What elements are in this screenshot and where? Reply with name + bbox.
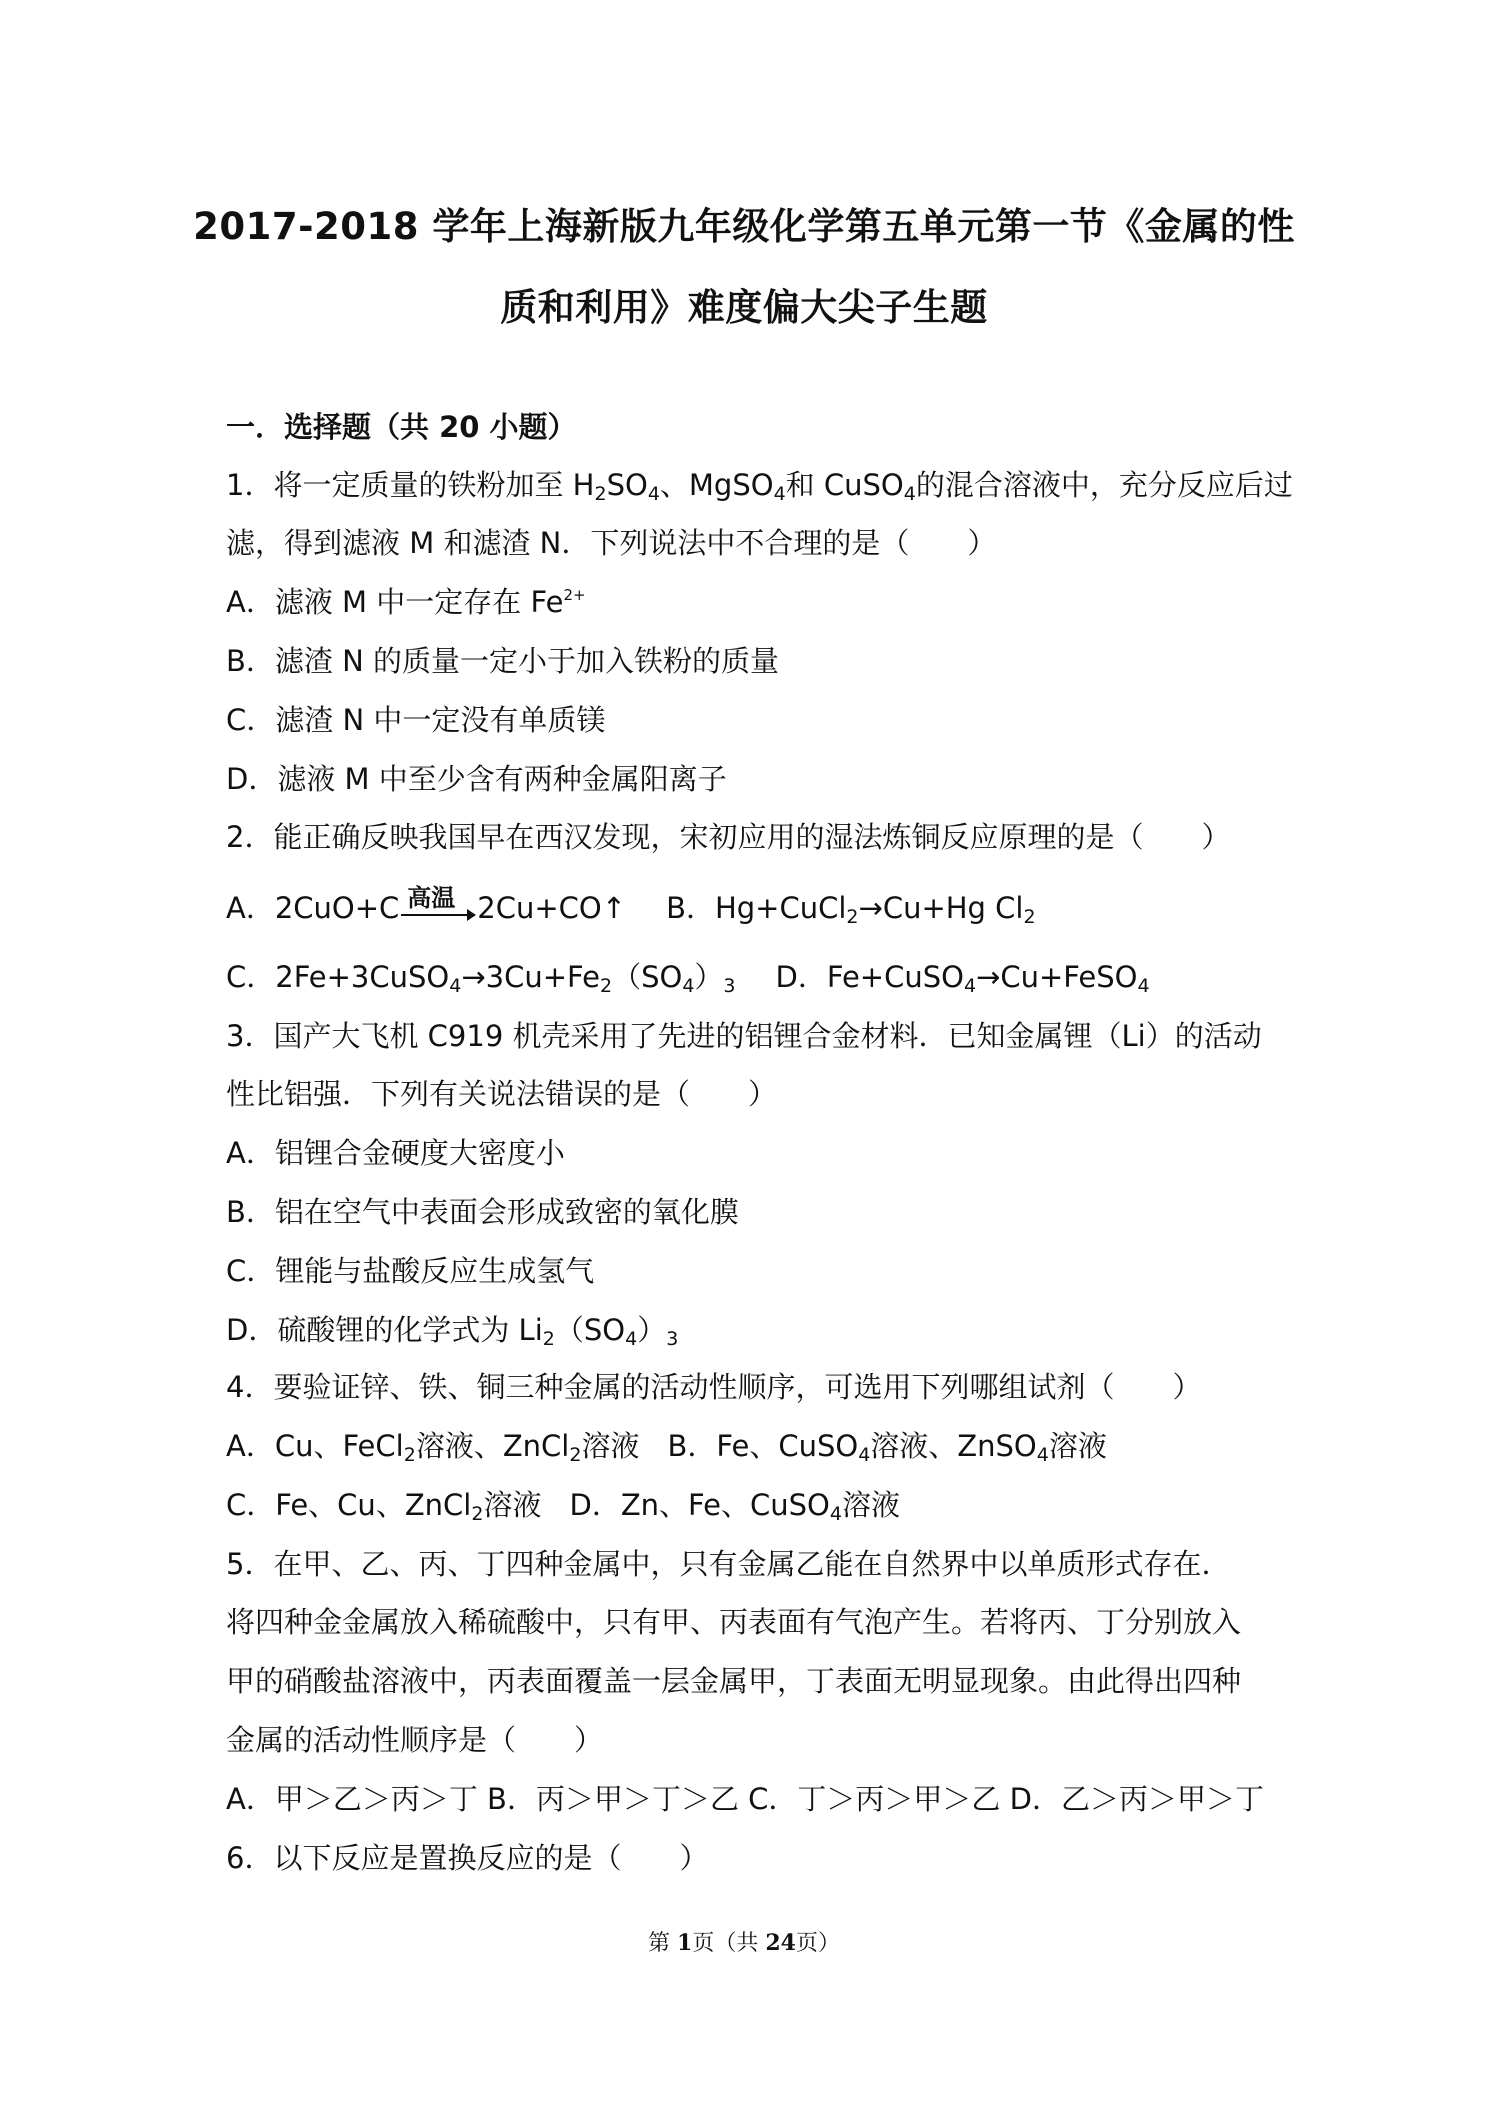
page-total: 24 — [765, 1930, 796, 1956]
page-footer: 第 1页（共 24页） — [648, 1930, 840, 1956]
q3-option-d: D．硫酸锂的化学式为 $Li_2(SO_4)_3$ — [226, 1313, 679, 1350]
q3-stem-line-2: 性比铝强．下列有关说法错误的是（ ） — [226, 1077, 778, 1111]
q5-stem-line-2: 将四种金金属放入稀硫酸中，只有甲、丙表面有气泡产生。若将丙、丁分别放入 — [226, 1605, 1242, 1639]
q1-option-a: A．滤液 M 中一定存在 $Fe^{2+}$ — [226, 585, 586, 619]
q5-stem-line-1: 5．在甲、乙、丙、丁四种金属中，只有金属乙能在自然界中以单质形式存在． — [226, 1547, 1231, 1581]
q5-options: A．甲＞乙＞丙＞丁 B．丙＞甲＞丁＞乙 C．丁＞丙＞甲＞乙 D．乙＞丙＞甲＞丁 — [226, 1782, 1264, 1816]
q2-stem: 2．能正确反映我国早在西汉发现，宋初应用的湿法炼铜反应原理的是（ ） — [226, 820, 1231, 854]
q4-option-d: D．Zn、Fe、CuSO$_4$溶液 — [569, 1488, 900, 1525]
q4-option-c: C．Fe、Cu、ZnCl$_2$溶液 — [226, 1488, 542, 1525]
q5-stem-line-3: 甲的硝酸盐溶液中，丙表面覆盖一层金属甲，丁表面无明显现象。由此得出四种 — [226, 1664, 1242, 1698]
q4-options-ab — [226, 1426, 1306, 1466]
page-number: 1 — [677, 1930, 693, 1956]
q2-option-a: A．2CuO+C 高温 2Cu+CO↑ — [226, 891, 626, 925]
q5-stem-line-4: 金属的活动性顺序是（ ） — [226, 1723, 604, 1757]
document-title-line-1: 2017-2018 学年上海新版九年级化学第五单元第一节《金属的性 — [193, 205, 1295, 248]
q4-stem: 4．要验证锌、铁、铜三种金属的活动性顺序，可选用下列哪组试剂（ ） — [226, 1370, 1202, 1404]
q4-options-cd — [226, 1485, 1306, 1525]
q6-stem: 6．以下反应是置换反应的是（ ） — [226, 1841, 709, 1875]
q2-options-ab — [226, 884, 1306, 928]
q4-option-a: A．Cu、FeCl$_2$溶液、ZnCl$_2$溶液 — [226, 1429, 640, 1466]
q2-option-d: D．Fe+CuSO$_4$→Cu+FeSO$_4$ — [775, 960, 1150, 997]
q2-option-b: B．Hg+CuCl$_2$→Cu+Hg $Cl_2$ — [666, 891, 1036, 928]
q2-options-cd — [226, 957, 1306, 997]
q1-stem-line-1: 1．将一定质量的铁粉加至 $H_2SO_4$、MgSO$_4$和 CuSO$_4$的混合溶液中，充分反应后过 — [226, 468, 1293, 505]
section-heading: 一．选择题（共 20 小题） — [226, 410, 577, 444]
q1-option-c: C．滤渣 N 中一定没有单质镁 — [226, 703, 606, 737]
document-title-line-2: 质和利用》难度偏大尖子生题 — [500, 286, 988, 329]
q3-stem-line-1: 3．国产大飞机 C919 机壳采用了先进的铝锂合金材料．已知金属锂（Li）的活动 — [226, 1019, 1262, 1053]
reaction-arrow-icon: 高温 — [401, 892, 475, 928]
q1-stem-line-2: 滤，得到滤液 M 和滤渣 N．下列说法中不合理的是（ ） — [226, 526, 997, 560]
q1-option-d: D．滤液 M 中至少含有两种金属阳离子 — [226, 762, 727, 796]
q3-option-b: B．铝在空气中表面会形成致密的氧化膜 — [226, 1195, 739, 1229]
q4-option-b: B．Fe、CuSO$_4$溶液、ZnSO$_4$溶液 — [667, 1429, 1107, 1466]
q1-option-b: B．滤渣 N 的质量一定小于加入铁粉的质量 — [226, 644, 780, 678]
q2-option-c: C．$2Fe+3CuSO_4\to 3Cu+Fe_2(SO_4)_3$ — [226, 960, 736, 997]
q3-option-c: C．锂能与盐酸反应生成氢气 — [226, 1254, 595, 1288]
q3-option-a: A．铝锂合金硬度大密度小 — [226, 1136, 565, 1170]
